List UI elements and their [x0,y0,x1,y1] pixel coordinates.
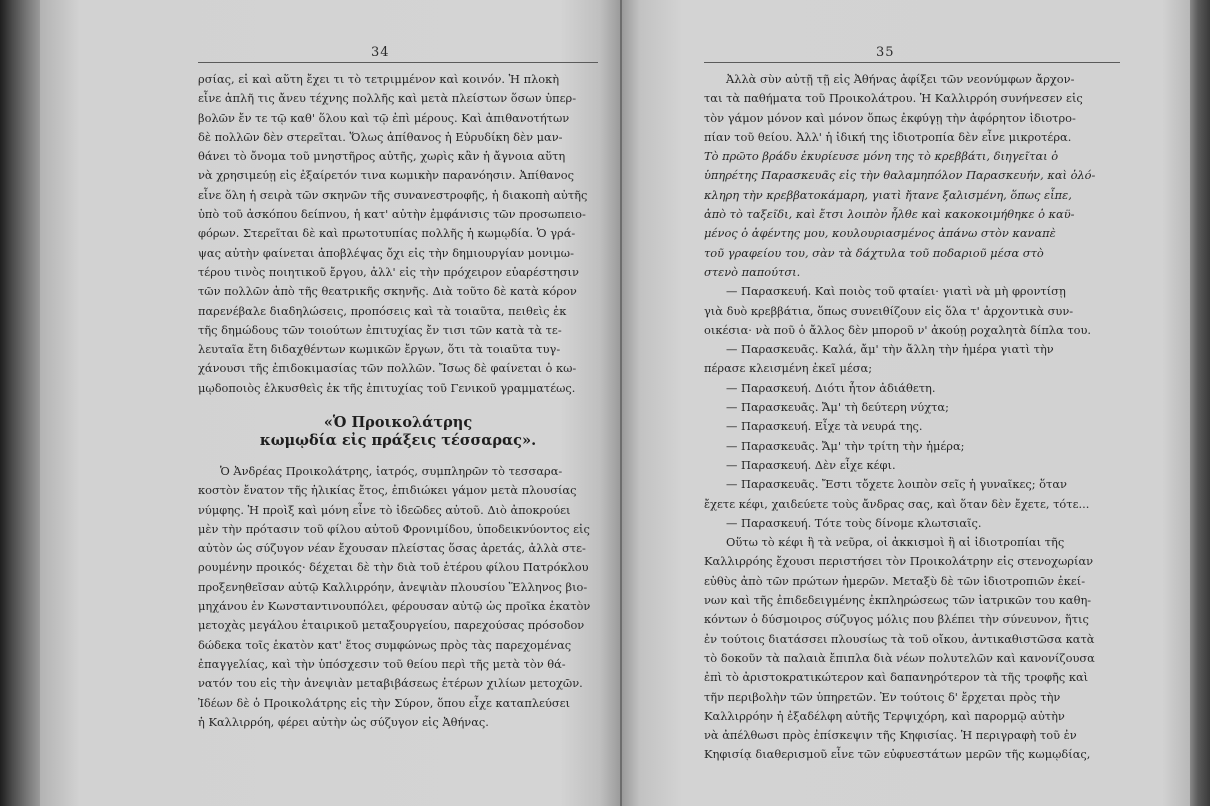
text-line: νὰ ἀπέλθωσι πρὸς ἐπίσκεψιν τῆς Κηφισίας. Ἡ περιγραφὴ τοῦ ἐν [704,728,1077,743]
text-line: — Παρασκευή. Δὲν εἶχε κέφι. [726,457,896,472]
text-line: ρουμένην προικός· δέχεται δὲ τὴν διὰ τοῦ ἑτέρου φίλου Πατρόκλου [198,560,589,575]
text-line: Ἀλλὰ σὺν αὐτῇ τῇ εἰς Ἀθήνας ἀφίξει τῶν νεονύμφων ἄρχον- [726,72,1075,86]
text-line: ἔχετε κέφι, χαιδεύετε τοὺς ἄνδρας σας, καὶ ὅταν δὲν ἔχετε, τότε... [704,496,1090,511]
text-line: αὐτὸν ὡς σύζυγον νέαν ἔχουσαν πλείστας ὅσας ἀρετάς, ἀλλὰ στε- [198,541,586,556]
text-line: Οὕτω τὸ κέφι ἢ τὰ νεῦρα, οἱ ἀκκισμοὶ ἢ αἱ ἰδιοτροπίαι τῆς [726,535,1065,550]
left-book-edge [0,0,40,806]
text-line: Τὸ πρῶτο βράδυ ἐκυρίευσε μόνη της τὸ κρεββάτι, διηγεῖται ὁ [704,149,1059,164]
text-line: φόρων. Στερεῖται δὲ καὶ πρωτοτυπίας πολλῆς ἡ κωμῳδία. Ὁ γρά- [198,226,576,241]
text-line: τῶν πολλῶν ἀπὸ τῆς θεατρικῆς σκηνῆς. Διὰ τοῦτο δὲ κατὰ κόρον [198,284,577,299]
text-line: γιὰ δυὸ κρεββάτια, ὅπως συνειθίζουν εἰς ὅλα τ' ἀρχοντικὰ συν- [704,303,1074,318]
text-line: ρσίας, εἰ καὶ αὕτη ἔχει τι τὸ τετριμμένον καὶ κοινόν. Ἡ πλοκὴ [198,72,560,86]
text-line: στενὸ παπούτσι. [704,264,801,279]
text-line: παρενέβαλε διαδηλώσεις, προπόσεις καὶ τὰ τοιαῦτα, πειθεὶς ἐκ [198,303,567,318]
text-line: δὲ πολλῶν δὲν στερεῖται. Ὅλως ἀπίθανος ἡ Εὐρυδίκη δὲν μαν- [198,129,563,144]
text-line: νὰ χρησιμεύῃ εἰς ἐξαίρετόν τινα κωμικὴν παρανόησιν. Ἀπίθανος [198,168,575,183]
text-line: — Παρασκευή. Εἶχε τὰ νευρά της. [726,419,923,434]
text-line: ἀπὸ τὸ ταξεῖδι, καὶ ἔτσι λοιπὸν ἦλθε καὶ κακοκοιμήθηκε ὁ καϋ- [704,207,1075,222]
header-rule-left [198,62,598,63]
text-line: μηχάνου ἐν Κωνσταντινουπόλει, φέρουσαν αὐτῷ ὡς προῖκα ἑκατὸν [198,599,591,614]
text-line: οικέσια· νὰ ποῦ ὁ ἄλλος δὲν μποροῦ ν' ἀκούῃ ροχαλητὰ δίπλα του. [704,322,1092,337]
text-line: νύμφης. Ἡ προὶξ καὶ μόνη εἶνε τὸ ἰδεῶδες αὐτοῦ. Διὸ ἀποκρούει [198,502,571,517]
text-line: εἶνε ἁπλῆ τις ἄνευ τέχνης πολλῆς καὶ μετὰ πλείστων ὅσων ὑπερ- [198,91,577,106]
text-line: ἐπαγγελίας, καὶ τὴν ὑπόσχεσιν τοῦ θείου περὶ τῆς μετὰ τὸν θά- [198,656,566,671]
right-page [622,0,1190,806]
text-line: ψας αὐτὴν φαίνεται ἀποβλέψας ὄχι εἰς τὴν δημιουργίαν μονιμω- [198,245,574,260]
text-line: προξενηθεῖσαν αὐτῷ Καλλιρρόην, ἀνεψιὰν πλουσίου Ἕλληνος βιο- [198,579,588,594]
left-body-part1 [198,70,598,398]
header-rule-right [704,62,1120,63]
section-heading [198,414,598,450]
text-line: κοστὸν ἔνατον τῆς ἡλικίας ἔτος, ἐπιδιώκει γάμον μετὰ πλουσίας [198,483,577,498]
page-number-left: 34 [371,45,390,60]
text-line: νατόν του εἰς τὴν ἀνεψιὰν μεταβιβάσεως ἑτέρων χιλίων μετοχῶν. [198,676,583,691]
heading-subtitle: κωμῳδία εἰς πράξεις τέσσαρας». [259,432,537,449]
text-line: Κηφισίᾳ διαθερισμοῦ εἶνε τῶν εὐφυεστάτων μερῶν τῆς κωμῳδίας, [704,747,1091,762]
text-line: ται τὰ παθήματα τοῦ Προικολάτρου. Ἡ Καλλιρρόη συνήνεσεν εἰς [704,91,1083,106]
text-line: κληρη τὴν κρεββατοκάμαρη, γιατὶ ἤτανε ξαλισμένη, ὅπως εἶπε, [704,187,1072,202]
text-line: μετοχὰς μεγάλου ἑταιρικοῦ μεταξουργείου, παρεχούσας πρόσοδον [198,618,585,633]
text-line: — Παρασκευᾶς. Ἄμ' τὴ δεύτερη νύχτα; [726,400,949,415]
text-line: ἐν τούτοις διατάσσει πλουσίως τὰ τοῦ οἴκου, ἀντικαθιστῶσα κατὰ [704,631,1095,646]
page-number-right: 35 [876,45,895,60]
text-line: Ὁ Ἀνδρέας Προικολάτρης, ἰατρός, συμπληρῶν τὸ τεσσαρα- [220,464,563,478]
text-line: τοῦ γραφείου του, σὰν τὰ δάχτυλα τοῦ ποδαριοῦ μέσα στὸ [704,245,1044,260]
text-line: εὐθὺς ἀπὸ τῶν πρώτων ἡμερῶν. Μεταξὺ δὲ τῶν ἰδιοτροπιῶν ἐκεί- [704,573,1086,588]
text-line: ἐπὶ τὸ ἀριστοκρατικώτερον καὶ δαπανηρότερον τὰ τῆς τροφῆς καὶ [704,670,1089,685]
left-page [40,0,620,806]
text-line: Καλλιρρόης ἔχουσι περιστήσει τὸν Προικολάτρην εἰς στενοχωρίαν [704,554,1094,569]
text-line: λευταῖα ἔτη διδαχθέντων κωμικῶν ἔργων, ὅτι τὰ τοιαῦτα τυγ- [198,342,561,357]
text-line: χάνουσι τῆς ἐπιδοκιμασίας τῶν πολλῶν. Ἴσως δὲ φαίνεται ὁ κω- [198,361,577,376]
text-line: μῳδοποιὸς ἑλκυσθεὶς ἐκ τῆς ἐπιτυχίας τοῦ Γενικοῦ γραμματέως. [198,380,576,395]
text-line: ἡ Καλλιρρόη, φέρει αὐτὴν ὡς σύζυγον εἰς Ἀθήνας. [198,714,489,729]
text-line: — Παρασκευᾶς. Ἄμ' τὴν τρίτη τὴν ἡμέρα; [726,438,965,453]
text-line: βολῶν ἔν τε τῷ καθ' ὅλου καὶ τῷ ἐπὶ μέρους. Καὶ ἀπιθανοτήτων [198,110,570,125]
text-line: Ἰδέων δὲ ὁ Προικολάτρης εἰς τὴν Σύρον, ὅπου εἶχε καταπλεύσει [198,695,571,710]
text-line: τέρου τινὸς ποιητικοῦ ἔργου, ἀλλ' εἰς τὴν πρόχειρον εὐαρέστησιν [198,264,579,279]
text-line: — Παρασκευή. Καὶ ποιὸς τοῦ φταίει· γιατὶ νὰ μὴ φροντίσῃ [726,284,1066,299]
text-line: τὸν γάμον μόνον καὶ μόνον ὅπως ἐκφύγῃ τὴν ἀφόρητον ἰδιοτρο- [704,110,1076,125]
text-line: εἶνε ὅλη ἡ σειρὰ τῶν σκηνῶν τῆς συνανεστροφῆς, ἡ διακοπὴ αὐτῆς [198,187,588,202]
text-line: πέρασε κλεισμένη ἐκεῖ μέσα; [704,361,873,376]
right-body [704,70,1120,765]
text-line: — Παρασκευᾶς. Ἔστι τὄχετε λοιπὸν σεῖς ἡ γυναῖκες; ὅταν [726,477,1067,492]
right-book-edge [1190,0,1210,806]
text-line: ὑπὸ τοῦ ἀσκόπου δείπνου, ἡ κατ' αὐτὴν ἐμφάνισις τῶν προσωπειο- [198,207,586,222]
text-line: θάνει τὸ ὄνομα τοῦ μνηστῆρος αὐτῆς, χωρὶς κἂν ἡ ἄγνοια αὕτη [198,149,566,164]
text-line: — Παρασκευᾶς. Καλά, ἄμ' τὴν ἄλλη τὴν ἡμέρα γιατὶ τὴν [726,342,1054,357]
text-line: δώδεκα τοῖς ἑκατὸν κατ' ἔτος συμφώνως πρὸς τὰς παρεχομένας [198,637,572,652]
text-line: νων καὶ τῆς ἐπιδεδειγμένης ἐκπληρώσεως τῶν ἰατρικῶν του καθη- [704,593,1092,608]
left-body-part2 [198,462,598,732]
text-line: κόντων ὁ δύσμοιρος σύζυγος μόλις που βλέπει τὴν σύνευνον, ἥτις [704,612,1089,627]
text-line: μὲν τὴν πρότασιν τοῦ φίλου αὐτοῦ Φρονιμίδου, ὑποδεικνύοντος εἰς [198,521,590,536]
text-line: — Παρασκευή. Διότι ἦτον ἀδιάθετη. [726,380,936,395]
heading-title: «Ὁ Προικολάτρης [323,414,473,431]
text-line: μένος ὁ ἀφέντης μου, κουλουριασμένος ἀπάνω στὸν καναπὲ [704,226,1056,241]
text-line: τῆς δημώδους τῶν τοιούτων ἐπιτυχίας ἔν τισι τῶν κατὰ τὰ τε- [198,322,562,337]
text-line: Καλλιρρόην ἡ ἐξαδέλφη αὐτῆς Τερψιχόρη, καὶ παρορμῷ αὐτὴν [704,708,1065,723]
text-line: — Παρασκευή. Τότε τοὺς δίνομε κλωτσιαῖς. [726,515,982,530]
text-line: ὑπηρέτης Παρασκευᾶς εἰς τὴν θαλαμηπόλον Παρασκευήν, καὶ ὁλό- [704,168,1096,183]
text-line: τῆν περιβολὴν τῶν ὑπηρετῶν. Ἐν τούτοις δ' ἔρχεται πρὸς τὴν [704,689,1061,704]
text-line: τὸ δοκοῦν τὰ παλαιὰ ἔπιπλα διὰ νέων πολυτελῶν καὶ κανονίζουσα [704,650,1095,665]
text-line: πίαν τοῦ θείου. Ἀλλ' ἡ ἰδική της ἰδιοτροπία δὲν εἶνε μικροτέρα. [704,129,1072,144]
